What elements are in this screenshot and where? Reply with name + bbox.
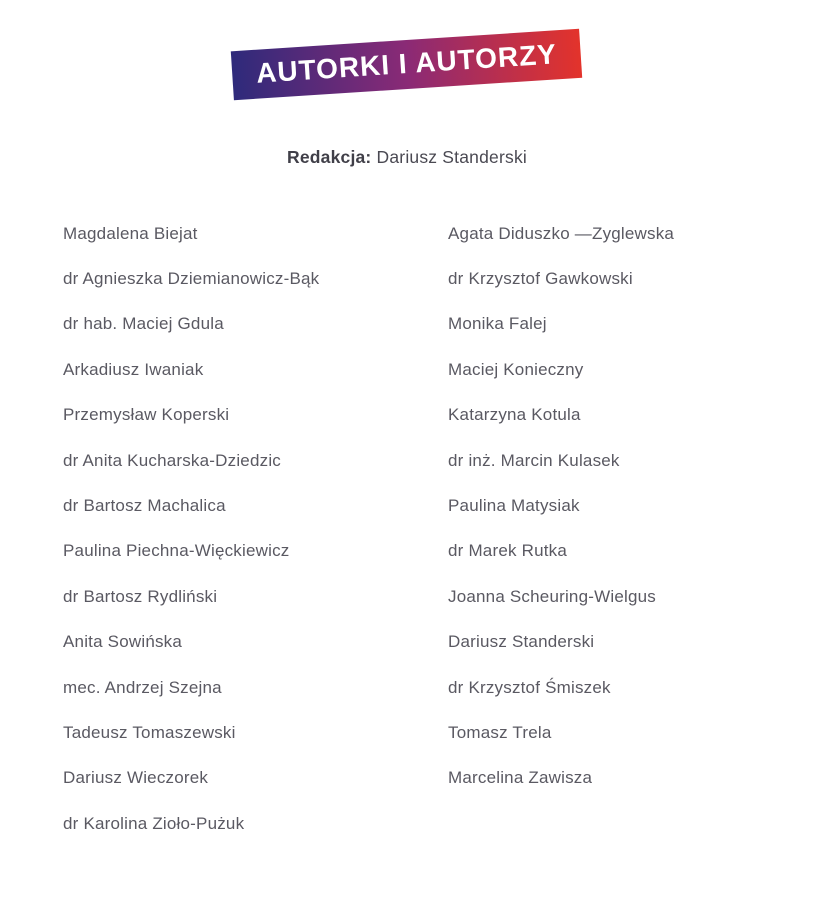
author-list-item: Joanna Scheuring-Wielgus: [448, 586, 656, 606]
author-list-item: Magdalena Biejat: [63, 223, 198, 243]
author-list-item: Dariusz Standerski: [448, 632, 595, 652]
author-list-item: Dariusz Wieczorek: [63, 768, 209, 788]
author-list-item: Katarzyna Kotula: [448, 405, 581, 425]
author-list-item: dr Agnieszka Dziemianowicz-Bąk: [63, 269, 320, 289]
author-list-item: Arkadiusz Iwaniak: [63, 359, 204, 379]
author-list-item: Maciej Konieczny: [448, 359, 584, 379]
author-list-item: Agata Diduszko —Zyglewska: [448, 223, 675, 243]
author-list-item: Monika Falej: [448, 314, 547, 334]
author-list-item: Marcelina Zawisza: [448, 768, 593, 788]
banner-title: AUTORKI I AUTORZY: [255, 38, 559, 89]
author-list-item: dr Bartosz Machalica: [63, 496, 226, 516]
banner: [231, 29, 583, 100]
banner-wrapper: [0, 40, 814, 89]
author-list-item: dr inż. Marcin Kulasek: [448, 450, 620, 470]
author-list-item: Przemysław Koperski: [63, 405, 230, 425]
author-list-item: dr Krzysztof Śmiszek: [448, 677, 611, 697]
author-list-item: Paulina Piechna-Więckiewicz: [63, 541, 290, 561]
authors-columns: [0, 211, 814, 846]
author-list-item: dr Krzysztof Gawkowski: [448, 269, 633, 289]
author-list-item: dr Anita Kucharska-Dziedzic: [63, 450, 281, 470]
author-list-item: dr Marek Rutka: [448, 541, 568, 561]
author-list-item: mec. Andrzej Szejna: [63, 677, 222, 697]
author-list-item: Paulina Matysiak: [448, 496, 580, 516]
author-list-item: Anita Sowińska: [63, 632, 183, 652]
author-list-item: Tadeusz Tomaszewski: [63, 722, 236, 742]
author-list-item: dr Karolina Zioło-Pużuk: [63, 813, 245, 833]
author-list-item: dr Bartosz Rydliński: [63, 586, 218, 606]
author-column-right: [448, 211, 814, 846]
author-column-left: [63, 211, 448, 846]
editor-name: Dariusz Standerski: [376, 147, 527, 167]
author-list-item: Tomasz Trela: [448, 722, 552, 742]
editor-label: Redakcja:: [286, 147, 372, 167]
author-list-item: dr hab. Maciej Gdula: [63, 314, 224, 334]
editor-line: [0, 147, 814, 168]
